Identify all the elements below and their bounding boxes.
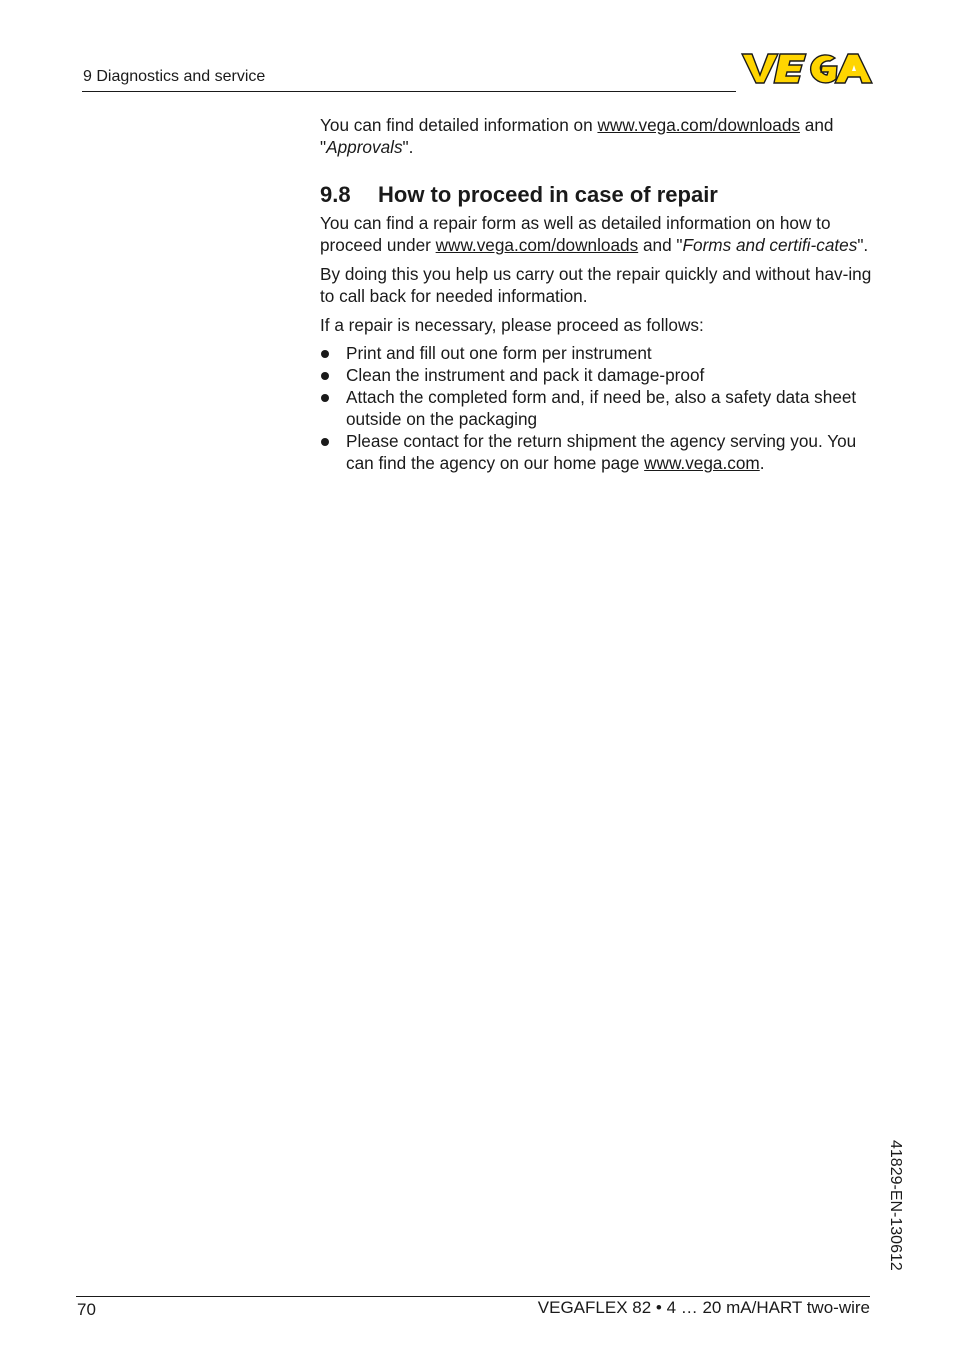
section-number: 9.8	[320, 182, 351, 207]
intro-paragraph: You can find detailed information on www.vega.com/downloads and "Approvals".	[320, 115, 834, 157]
document-id: 41829-EN-130612	[887, 1140, 904, 1271]
repair-form-paragraph: You can find a repair form as well as detailed information on how to proceed under www.vega.com/downloads and "Forms and certifi-cates".	[320, 213, 869, 255]
downloads-link-2[interactable]: www.vega.com/downloads	[435, 235, 639, 255]
footer-divider	[76, 1296, 870, 1297]
repair-steps-list	[320, 342, 880, 474]
bullet-icon	[321, 372, 329, 380]
running-header: 9 Diagnostics and service	[83, 68, 266, 85]
list-item: Please contact for the return shipment the agency serving you. You can find the agency on our home page www.vega.com.	[320, 430, 880, 474]
product-footer: VEGAFLEX 82 • 4 … 20 mA/HART two-wire	[537, 1298, 870, 1317]
list-item: Attach the completed form and, if need be, also a safety data sheet outside on the packaging	[320, 386, 880, 430]
main-content	[320, 114, 880, 474]
vega-logo	[740, 50, 874, 86]
bullet-icon	[321, 394, 329, 402]
vega-home-link[interactable]: www.vega.com	[644, 453, 760, 473]
bullet-icon	[321, 438, 329, 446]
quick-repair-paragraph: By doing this you help us carry out the repair quickly and without hav-ing to call back for needed information.	[320, 264, 872, 306]
bullet-icon	[321, 350, 329, 358]
list-item: Clean the instrument and pack it damage-proof	[320, 364, 880, 386]
page-number: 70	[77, 1300, 96, 1319]
header-divider	[82, 91, 736, 92]
section-title: How to proceed in case of repair	[378, 182, 718, 207]
proceed-paragraph: If a repair is necessary, please proceed as follows:	[320, 315, 704, 335]
section-heading	[320, 182, 880, 208]
downloads-link[interactable]: www.vega.com/downloads	[597, 115, 800, 135]
list-item: Print and fill out one form per instrument	[320, 342, 880, 364]
